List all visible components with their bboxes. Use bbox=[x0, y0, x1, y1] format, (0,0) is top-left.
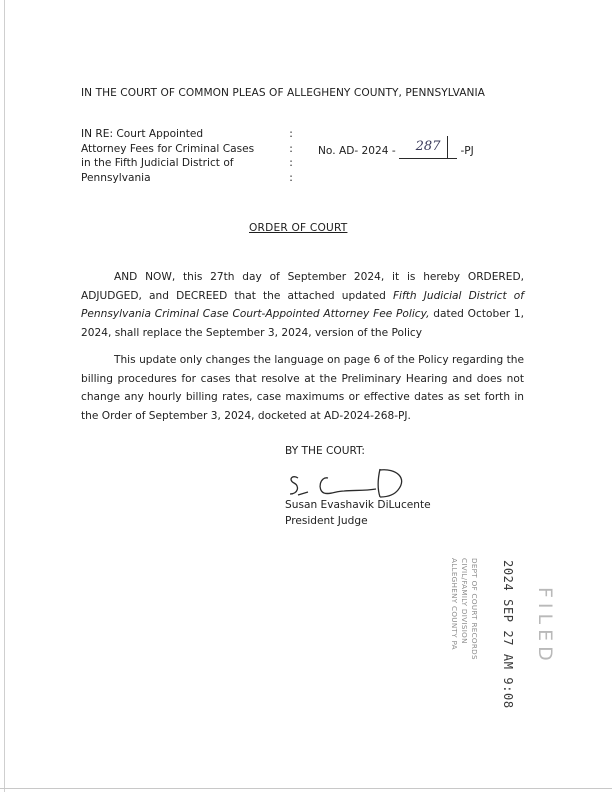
separator-colon: : bbox=[289, 128, 293, 140]
docket-number bbox=[318, 139, 474, 159]
scan-edge-left bbox=[4, 0, 5, 792]
stamp-line: ALLEGHENY COUNTY PA bbox=[450, 558, 459, 650]
separator-colon: : bbox=[289, 142, 293, 155]
stamp-line: DEPT OF COURT RECORDS bbox=[470, 558, 479, 660]
paragraph-text: AND NOW, this 27th day of September 2024, it is hereby ORDERED, ADJUDGED, and DECREED that the attached updated bbox=[81, 271, 524, 302]
caption-line: in the Fifth Judicial District of bbox=[81, 157, 234, 170]
handwritten-number: 287 bbox=[415, 139, 441, 154]
separator-colon: : bbox=[289, 172, 293, 185]
court-header: IN THE COURT OF COMMON PLEAS OF ALLEGHENY COUNTY, PENNSYLVANIA bbox=[81, 87, 485, 99]
signer-name: Susan Evashavik DiLucente bbox=[285, 499, 431, 511]
filing-date-stamp: 2024 SEP 27 AM 9:08 bbox=[501, 560, 515, 709]
handwritten-tick-mark bbox=[447, 136, 448, 158]
caption-line: IN RE: Court Appointed bbox=[81, 128, 204, 140]
paragraph-text: This update only changes the language on page 6 of the Policy regarding the billing procedures for cases that resolve at the Preliminary Hearing and does not change any hourly billing rates, case maximums or effective dates as set forth in the Order of September 3, 2024, docketed at AD-2024-268-PJ. bbox=[81, 354, 524, 422]
signer-title: President Judge bbox=[285, 514, 368, 527]
separator-colon: : bbox=[289, 157, 293, 170]
scan-edge-bottom bbox=[0, 788, 612, 789]
by-the-court-label: BY THE COURT: bbox=[285, 445, 365, 457]
paragraph-text: dated October 1, 2024, shall replace the September 3, 2024, version of the Policy bbox=[81, 308, 524, 339]
policy-title: Fifth Judicial District of Pennsylvania Criminal Case Court-Appointed Attorney Fee Policy, bbox=[81, 289, 524, 321]
docket-prefix: No. AD- 2024 - bbox=[318, 145, 396, 157]
clerk-office-stamp bbox=[450, 558, 480, 688]
stamp-line: CIVIL/FAMILY DIVISION bbox=[460, 558, 469, 644]
docket-handwritten-number bbox=[399, 139, 457, 159]
order-title: ORDER OF COURT bbox=[249, 222, 348, 234]
signer-block bbox=[285, 498, 431, 529]
filed-stamp: FILED bbox=[534, 587, 556, 666]
caption-line: Pennsylvania bbox=[81, 172, 151, 185]
order-paragraph-1 bbox=[81, 268, 524, 342]
order-paragraph-2 bbox=[81, 351, 524, 425]
case-caption bbox=[81, 127, 254, 186]
docket-suffix: -PJ bbox=[460, 145, 474, 157]
caption-line: Attorney Fees for Criminal Cases bbox=[81, 142, 255, 155]
caption-separator bbox=[287, 127, 295, 186]
